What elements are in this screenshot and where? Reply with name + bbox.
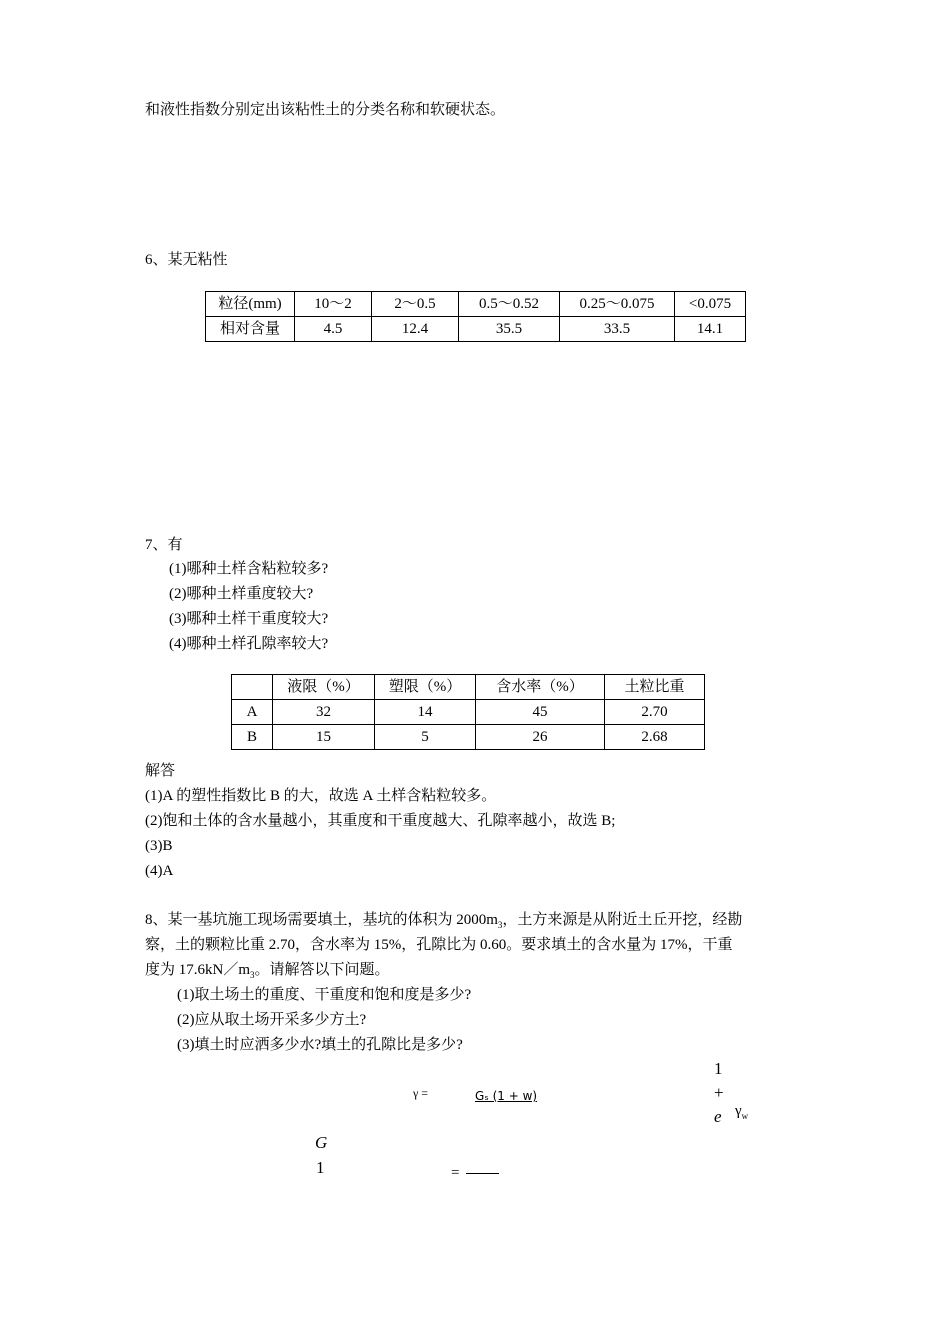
table-cell: 26 (476, 725, 605, 750)
formula-den-e: e (714, 1107, 722, 1126)
q8-item: (2)应从取土场开采多少方土? (177, 1012, 367, 1028)
q8-text: 8、某一基坑施工现场需要填土，基坑的体积为 2000m (145, 912, 498, 928)
q8-line (145, 961, 390, 981)
answer-line: (3)B (145, 838, 173, 854)
q8-line (145, 911, 742, 931)
table-cell: 土粒比重 (605, 675, 705, 700)
q7-item: (1)哪种土样含粘粒较多? (169, 561, 329, 577)
table-cell: 0.25～0.075 (560, 292, 675, 317)
q8-text: ，土方来源是从附近土丘开挖，经勘 (502, 912, 743, 928)
table-cell: 含水率（%） (476, 675, 605, 700)
table-cell: B (232, 725, 273, 750)
q6-table (205, 291, 746, 342)
table-cell: 2.68 (605, 725, 705, 750)
q8-text: 。请解答以下问题。 (254, 962, 390, 978)
table-cell: 14 (375, 700, 476, 725)
table-cell: 35.5 (459, 317, 560, 342)
table-cell: 33.5 (560, 317, 675, 342)
q8-line: 察，土的颗粒比重 2.70，含水率为 15%，孔隙比为 0.60。要求填土的含水量为 17%，干重 (145, 937, 733, 953)
formula-gamma-w (735, 1102, 748, 1122)
table-cell: 15 (273, 725, 375, 750)
formula-numerator: Gₛ (1 + w) (475, 1089, 538, 1103)
table-cell: 45 (476, 700, 605, 725)
superscript-unit: 3 (497, 920, 503, 930)
q8-item: (1)取土场土的重度、干重度和饱和度是多少? (177, 987, 472, 1003)
q6-title: 6、某无粘性 (145, 252, 228, 268)
formula-g-letter: G (315, 1133, 328, 1152)
table-cell (232, 675, 273, 700)
table-cell: 液限（%） (273, 675, 375, 700)
table-row (232, 675, 705, 700)
q7-item: (3)哪种土样干重度较大? (169, 611, 329, 627)
table-row (232, 725, 705, 750)
answer-line: (4)A (145, 863, 174, 879)
formula-den-one: 1 (714, 1059, 723, 1078)
table-cell: 塑限（%） (375, 675, 476, 700)
formula-gamma-sub: w (741, 1111, 749, 1121)
superscript-unit: 3 (250, 970, 255, 980)
q8-text: 度为 17.6kN／m (145, 962, 251, 978)
answer-label: 解答 (145, 763, 176, 779)
q7-title: 7、有 (145, 537, 183, 553)
formula-one: 1 (316, 1158, 325, 1177)
table-row (232, 700, 705, 725)
table-cell: 相对含量 (206, 317, 295, 342)
formula-gamma-eq: γ = (413, 1086, 429, 1100)
paragraph-top: 和液性指数分别定出该粘性土的分类名称和软硬状态。 (145, 102, 506, 118)
table-cell: 5 (375, 725, 476, 750)
table-row (206, 292, 746, 317)
q8-item: (3)填土时应洒多少水?填土的孔隙比是多少? (177, 1037, 463, 1053)
table-cell: 32 (273, 700, 375, 725)
q7-item: (4)哪种土样孔隙率较大? (169, 636, 329, 652)
q7-item: (2)哪种土样重度较大? (169, 586, 314, 602)
q7-table (231, 674, 705, 750)
table-cell: A (232, 700, 273, 725)
answer-line: (2)饱和土体的含水量越小，其重度和干重度越大、孔隙率越小，故选 B; (145, 813, 616, 829)
table-cell: 14.1 (675, 317, 746, 342)
table-cell: 10～2 (295, 292, 372, 317)
table-cell: 粒径(mm) (206, 292, 295, 317)
table-cell: 12.4 (372, 317, 459, 342)
table-cell: 2～0.5 (372, 292, 459, 317)
formula-den-plus: + (714, 1083, 724, 1102)
table-cell: 0.5～0.52 (459, 292, 560, 317)
formula-fraction-bar (466, 1173, 499, 1174)
formula-gamma: γ (735, 1103, 742, 1119)
formula-equals: = (451, 1165, 460, 1181)
table-cell: 2.70 (605, 700, 705, 725)
answer-line: (1)A 的塑性指数比 B 的大，故选 A 土样含粘粒较多。 (145, 788, 497, 804)
table-cell: 4.5 (295, 317, 372, 342)
table-cell: <0.075 (675, 292, 746, 317)
table-row (206, 317, 746, 342)
